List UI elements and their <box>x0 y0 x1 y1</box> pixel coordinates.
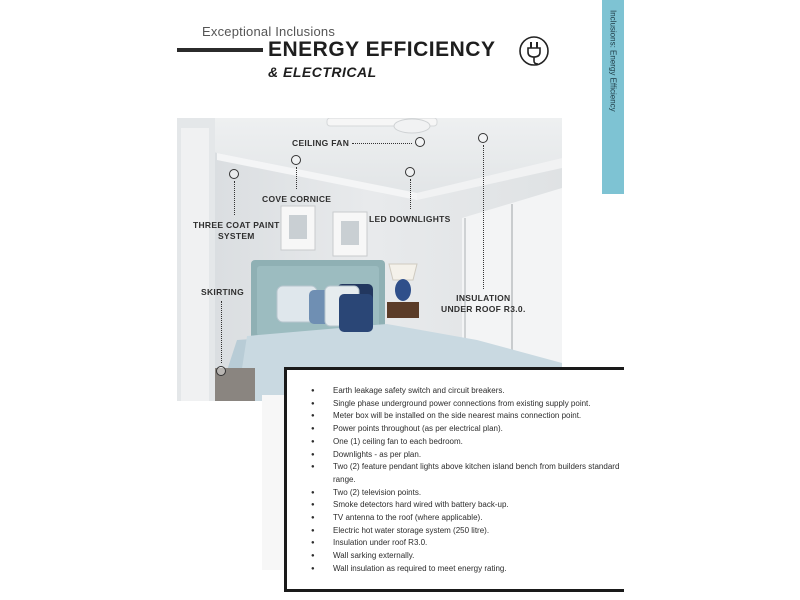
label-ceiling-fan: CEILING FAN <box>292 138 350 148</box>
insulation-marker <box>478 133 488 143</box>
label-insulation-line2: UNDER ROOF R3.0. <box>441 304 526 314</box>
section-subtitle: Exceptional Inclusions <box>202 24 336 39</box>
list-item: ● Wall sarking externally. <box>311 550 623 563</box>
label-three-coat-line2: SYSTEM <box>217 231 255 241</box>
list-item: ● TV antenna to the roof (where applicable). <box>311 512 623 525</box>
insulation-leader <box>483 145 484 289</box>
page-title: ENERGY EFFICIENCY <box>268 38 496 61</box>
led-downlights-leader <box>410 179 411 209</box>
list-item: ● Electric hot water storage system (250 litre). <box>311 525 623 538</box>
bedroom-photo <box>177 118 562 401</box>
list-item: ● Downlights - as per plan. <box>311 449 623 462</box>
inclusions-list <box>311 385 623 576</box>
three-coat-paint-leader <box>234 181 235 215</box>
cove-cornice-marker <box>291 155 301 165</box>
page-title-secondary: & ELECTRICAL <box>268 64 377 80</box>
list-item: ● One (1) ceiling fan to each bedroom. <box>311 436 623 449</box>
list-item: ● Power points throughout (as per electrical plan). <box>311 423 623 436</box>
label-insulation <box>441 293 526 315</box>
list-item: ● Two (2) television points. <box>311 487 623 500</box>
skirting-leader <box>221 301 222 363</box>
label-three-coat-paint <box>193 220 280 242</box>
list-item: ● Insulation under roof R3.0. <box>311 537 623 550</box>
list-item: ● Smoke detectors hard wired with battery back-up. <box>311 499 623 512</box>
title-rule <box>177 48 263 52</box>
label-led-downlights: LED DOWNLIGHTS <box>369 214 451 224</box>
side-tab-label: Inclusions: Energy Efficiency <box>608 10 618 112</box>
label-skirting: SKIRTING <box>201 287 245 297</box>
list-item: ● Single phase underground power connections from existing supply point. <box>311 398 623 411</box>
label-three-coat-line1: THREE COAT PAINT <box>193 220 280 230</box>
list-item: ● Two (2) feature pendant lights above kitchen island bench from builders standard range. <box>311 461 623 486</box>
label-insulation-line1: INSULATION <box>456 293 511 303</box>
list-item: ● Earth leakage safety switch and circuit breakers. <box>311 385 623 398</box>
label-cove-cornice: COVE CORNICE <box>262 194 332 204</box>
side-tab <box>602 0 624 194</box>
list-item: ● Meter box will be installed on the side nearest mains connection point. <box>311 410 623 423</box>
three-coat-paint-marker <box>229 169 239 179</box>
skirting-marker <box>216 366 226 376</box>
inclusions-box <box>284 367 624 592</box>
led-downlights-marker <box>405 167 415 177</box>
cove-cornice-leader <box>296 167 297 189</box>
list-item: ● Wall insulation as required to meet energy rating. <box>311 563 623 576</box>
plug-icon <box>518 35 550 67</box>
ceiling-fan-marker <box>415 137 425 147</box>
ceiling-fan-leader <box>352 143 412 144</box>
